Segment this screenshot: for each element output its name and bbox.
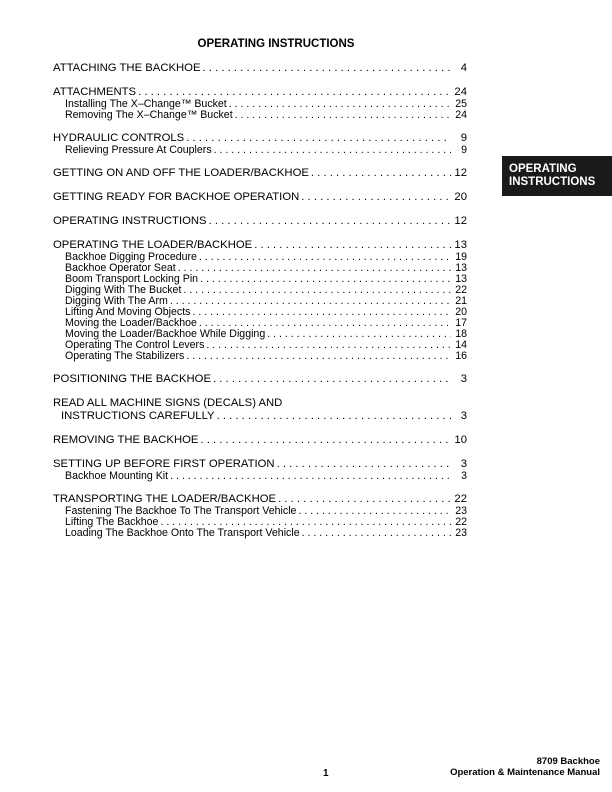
dot-leader [214,145,451,156]
toc-entry-label: Backhoe Operator Seat [65,262,176,274]
toc-entry[interactable] [53,62,467,75]
toc-entry-label: Operating The Control Levers [65,339,205,351]
toc-entry-label: SETTING UP BEFORE FIRST OPERATION [53,458,275,470]
toc-entry-page: 16 [455,350,467,362]
toc-entry-label: TRANSPORTING THE LOADER/BACKHOE [53,493,277,505]
toc-entry-label: Lifting The Backhoe [65,516,159,528]
dot-leader [186,132,451,145]
toc-entry-label: Backhoe Digging Procedure [65,251,197,263]
toc-entry-label: Fastening The Backhoe To The Transport Vehicle [65,505,297,517]
toc-entry-page: 23 [455,527,467,539]
dot-leader [170,471,451,482]
toc-group [53,373,467,386]
toc-group [53,434,467,447]
dot-leader [277,458,451,471]
dot-leader [199,252,451,263]
dot-leader [183,285,451,296]
toc-entry-page: 20 [454,191,467,203]
toc-entry-label: Operating The Stabilizers [65,350,185,362]
dot-leader [206,340,451,351]
toc-entry-page: 3 [461,470,467,482]
dot-leader [213,373,451,386]
section-tab [502,156,612,196]
toc-entry-label: Removing The X–Change™ Bucket [65,109,233,121]
toc-entry-label: ATTACHING THE BACKHOE [53,62,201,74]
toc-entry-page: 18 [455,328,467,340]
dot-leader [217,410,451,423]
dot-leader [267,329,451,340]
toc-entry-label: Digging With The Bucket [65,284,182,296]
toc-entry[interactable] [53,167,467,180]
toc-group [53,239,467,362]
dot-leader [186,351,451,362]
toc-entry-page: 17 [455,317,467,329]
toc-subentry[interactable] [53,528,467,539]
toc-entry-label: OPERATING THE LOADER/BACKHOE [53,239,253,251]
toc-entry-page: 19 [455,251,467,263]
section-tab-line-2: INSTRUCTIONS [509,176,596,188]
toc-entry-page: 3 [460,373,467,385]
toc-group [53,191,467,204]
toc-entry-label: Moving the Loader/Backhoe [65,317,197,329]
toc-entry-page: 4 [460,62,467,74]
dot-leader [278,493,451,506]
footer-manual: Operation & Maintenance Manual [450,767,600,778]
toc-entry-page: 12 [454,215,467,227]
toc-subentry[interactable] [53,351,467,362]
page-title: OPERATING INSTRUCTIONS [197,38,355,50]
footer [450,756,600,778]
toc-group [53,167,467,180]
toc-group [53,215,467,228]
dot-leader [170,296,451,307]
toc-entry-page: 24 [455,109,467,121]
toc-entry-page: 3 [460,458,467,470]
toc-entry-page: 13 [455,273,467,285]
toc-entry[interactable] [53,215,467,228]
toc-subentry[interactable] [53,471,467,482]
toc-entry-page: 9 [461,144,467,156]
toc-group [53,86,467,121]
toc-group [53,493,467,539]
toc-entry[interactable] [53,373,467,386]
toc-entry-label: Digging With The Arm [65,295,168,307]
toc-entry-label: GETTING READY FOR BACKHOE OPERATION [53,191,300,203]
dot-leader [192,307,451,318]
toc-entry-label: HYDRAULIC CONTROLS [53,132,185,144]
dot-leader [200,274,451,285]
toc-entry-label: INSTRUCTIONS CAREFULLY [61,410,215,422]
table-of-contents [53,62,467,550]
dot-leader [209,215,451,228]
toc-entry-page: 3 [460,410,467,422]
toc-group [53,132,467,156]
toc-entry-page: 23 [455,505,467,517]
toc-group [53,62,467,75]
toc-entry[interactable] [53,434,467,447]
toc-entry-page: 9 [460,132,467,144]
dot-leader [302,528,451,539]
toc-entry-label: GETTING ON AND OFF THE LOADER/BACKHOE [53,167,309,179]
toc-entry-page: 10 [454,434,467,446]
dot-leader [301,191,451,204]
toc-entry-label: Lifting And Moving Objects [65,306,191,318]
toc-entry-label: Boom Transport Locking Pin [65,273,199,285]
toc-entry[interactable] [53,410,467,423]
dot-leader [178,263,451,274]
toc-entry-page: 14 [455,339,467,351]
toc-entry-label: Installing The X–Change™ Bucket [65,98,227,110]
toc-entry-label: Backhoe Mounting Kit [65,470,169,482]
toc-subentry[interactable] [53,145,467,156]
dot-leader [254,239,451,252]
toc-subentry[interactable] [53,110,467,121]
footer-model: 8709 Backhoe [536,756,600,767]
dot-leader [203,62,451,75]
toc-entry-prefix: READ ALL MACHINE SIGNS (DECALS) AND [53,397,283,409]
toc-entry-label: ATTACHMENTS [53,86,137,98]
toc-entry-page: 13 [455,262,467,274]
page-number: 1 [323,768,329,779]
dot-leader [298,506,451,517]
toc-entry-page: 24 [454,86,467,98]
toc-entry-label: Loading The Backhoe Onto The Transport Vehicle [65,527,300,539]
toc-entry[interactable] [53,191,467,204]
toc-entry-label: Moving the Loader/Backhoe While Digging [65,328,266,340]
toc-entry-page: 22 [454,493,467,505]
toc-entry-label: REMOVING THE BACKHOE [53,434,199,446]
toc-entry-label: POSITIONING THE BACKHOE [53,373,211,385]
toc-entry-page: 12 [454,167,467,179]
dot-leader [229,99,451,110]
dot-leader [311,167,451,180]
toc-entry-page: 22 [455,516,467,528]
toc-group [53,458,467,482]
toc-entry-page: 20 [455,306,467,318]
dot-leader [200,434,451,447]
toc-entry-label: OPERATING INSTRUCTIONS [53,215,207,227]
dot-leader [235,110,451,121]
toc-entry-page: 25 [455,98,467,110]
section-tab-line-1: OPERATING [509,163,577,175]
toc-entry-label: Relieving Pressure At Couplers [65,144,212,156]
toc-group [53,397,467,423]
toc-entry-page: 13 [454,239,467,251]
toc-entry-page: 22 [455,284,467,296]
toc-entry-page: 21 [455,295,467,307]
